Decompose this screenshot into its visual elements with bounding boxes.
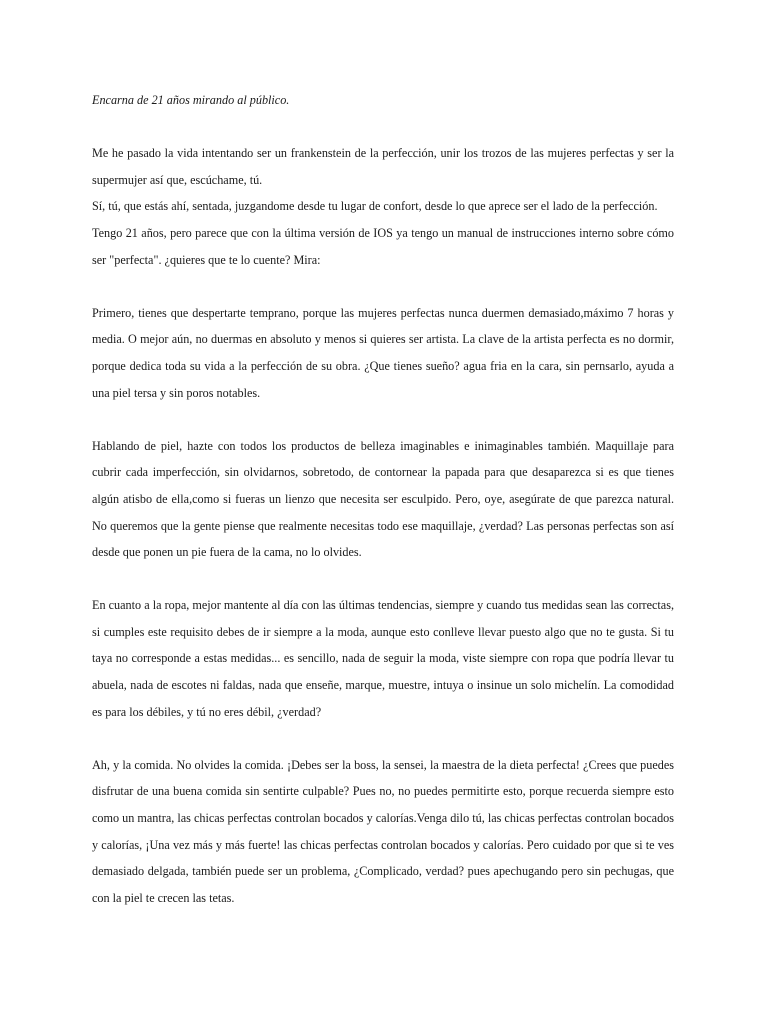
paragraph-line: Me he pasado la vida intentando ser un frankenstein de la perfección, unir los trozos de las mujeres perfectas y ser la supermujer así que, escúchame, tú. — [92, 146, 674, 187]
document-page — [92, 87, 674, 938]
paragraph-5 — [92, 752, 674, 912]
paragraph-4 — [92, 592, 674, 725]
paragraph-line: En cuanto a la ropa, mejor mantente al día con las últimas tendencias, siempre y cuando tus medidas sean las correctas, si cumples este requisito debes de ir siempre a la moda, aunque esto conlleve llevar puesto algo que no te gusta. Si tu taya no corresponde a estas medidas... es sencillo, nada de seguir la moda, viste siempre con ropa que podría llevar tu abuela, nada de escotes ni faldas, nada que enseñe, marque, muestre, intuya o insinue un solo michelín. La comodidad es para los débiles, y tú no eres débil, ¿verdad? — [92, 598, 674, 719]
paragraph-1 — [92, 140, 674, 273]
paragraph-line: Ah, y la comida. No olvides la comida. ¡Debes ser la boss, la sensei, la maestra de la dieta perfecta! ¿Crees que puedes disfrutar de una buena comida sin sentirte culpable? Pues no, no puedes permitirte esto, porque recuerda siempre esto como un mantra, las chicas perfectas controlan bocados y calorías.Venga dilo tú, las chicas perfectas controlan bocados y calorías, ¡Una vez más y más fuerte! las chicas perfectas controlan bocados y calorías. Pero cuidado por que si te ves demasiado delgada, también puede ser un problema, ¿Complicado, verdad? pues apechugando pero sin pechugas, que con la piel te crecen las tetas. — [92, 757, 674, 905]
paragraph-line: Hablando de piel, hazte con todos los productos de belleza imaginables e inimaginables también. Maquillaje para cubrir cada imperfección, sin olvidarnos, sobretodo, de contornear la papada para que desaparezca si es que tienes algún atisbo de ella,como si fueras un lienzo que necesita ser esculpido. Pero, oye, asegúrate de que parezca natural. No queremos que la gente piense que realmente necesitas todo ese maquillaje, ¿verdad? Las personas perfectas son así desde que ponen un pie fuera de la cama, no lo olvides. — [92, 438, 674, 560]
paragraph-3 — [92, 433, 674, 566]
stage-direction: Encarna de 21 años mirando al público. — [92, 93, 290, 107]
paragraph-line: Primero, tienes que despertarte temprano, porque las mujeres perfectas nunca duermen demasiado,máximo 7 horas y media. O mejor aún, no duermas en absoluto y menos si quieres ser artista. La clave de la artista perfecta es no dormir, porque dedica toda su vida a la perfección de su obra. ¿Que tienes sueño? agua fria en la cara, sin pernsarlo, ayuda a una piel tersa y sin poros notables. — [92, 305, 674, 400]
paragraph-line: Tengo 21 años, pero parece que con la última versión de IOS ya tengo un manual de instrucciones interno sobre cómo ser "perfecta". ¿quieres que te lo cuente? Mira: — [92, 225, 674, 267]
paragraph-2 — [92, 300, 674, 406]
paragraph-line: Sí, tú, que estás ahí, sentada, juzgandome desde tu lugar de confort, desde lo que aprece ser el lado de la perfección. — [92, 199, 658, 214]
